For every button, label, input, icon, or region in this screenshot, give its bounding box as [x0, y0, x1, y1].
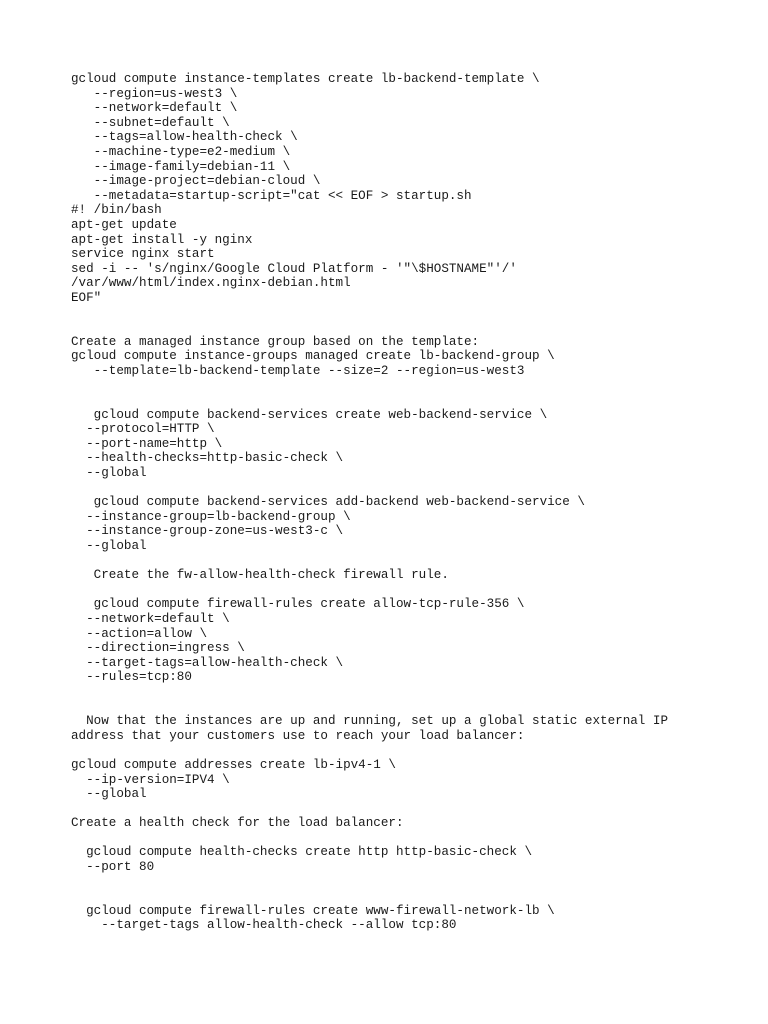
code-line: gcloud compute instance-templates create lb-backend-template \ [71, 72, 540, 86]
code-line: gcloud compute firewall-rules create www-firewall-network-lb \ [71, 903, 555, 918]
code-line: --target-tags=allow-health-check \ [71, 655, 344, 670]
code-line [71, 831, 751, 846]
code-line: gcloud compute firewall-rules create allow-tcp-rule-356 \ [71, 597, 525, 612]
code-line: #! /bin/bash [71, 203, 162, 218]
code-line: Create the fw-allow-health-check firewall rule. [71, 568, 449, 583]
code-line: --template=lb-backend-template --size=2 --region=us-west3 [71, 363, 525, 378]
code-line: --tags=allow-health-check \ [71, 130, 298, 145]
code-line: Create a managed instance group based on the template: [71, 334, 480, 349]
code-line: --metadata=startup-script="cat << EOF > startup.sh [71, 188, 472, 203]
code-line: --global [71, 787, 147, 802]
code-line: gcloud compute instance-groups managed create lb-backend-group \ [71, 349, 555, 364]
code-line: --image-project=debian-cloud \ [71, 174, 321, 189]
code-line [71, 685, 751, 700]
code-line: gcloud compute backend-services create web-backend-service \ [71, 407, 548, 422]
code-line: sed -i -- 's/nginx/Google Cloud Platform - '"\$HOSTNAME"'/' [71, 261, 517, 276]
code-line: gcloud compute addresses create lb-ipv4-1 \ [71, 757, 396, 772]
code-line [71, 320, 751, 335]
code-line: --rules=tcp:80 [71, 670, 192, 685]
code-line: Create a health check for the load balancer: [71, 816, 404, 831]
code-line: gcloud compute backend-services add-backend web-backend-service \ [71, 495, 585, 510]
code-line [71, 393, 751, 408]
code-line: --port-name=http \ [71, 436, 223, 451]
code-line: --global [71, 466, 147, 481]
code-line: --network=default \ [71, 101, 238, 116]
code-line: EOF" [71, 290, 102, 305]
code-line: --image-family=debian-11 \ [71, 159, 291, 174]
code-line [71, 875, 751, 890]
code-line [71, 583, 751, 598]
code-line: apt-get update [71, 217, 177, 232]
code-line: --action=allow \ [71, 626, 208, 641]
code-line: service nginx start [71, 247, 215, 262]
code-line [71, 481, 751, 496]
code-line: --port 80 [71, 860, 155, 875]
code-line: --subnet=default \ [71, 115, 230, 130]
code-line: --region=us-west3 \ [71, 86, 238, 101]
code-line: --machine-type=e2-medium \ [71, 144, 291, 159]
code-line: --instance-group-zone=us-west3-c \ [71, 524, 344, 539]
code-line: --direction=ingress \ [71, 641, 245, 656]
code-line [71, 802, 751, 817]
code-line: --ip-version=IPV4 \ [71, 772, 230, 787]
code-line: address that your customers use to reach your load balancer: [71, 728, 525, 743]
code-line: Now that the instances are up and running, set up a global static external IP [71, 714, 669, 729]
code-line: --target-tags allow-health-check --allow tcp:80 [71, 918, 457, 933]
code-line: --instance-group=lb-backend-group \ [71, 509, 351, 524]
code-line [71, 378, 751, 393]
code-line [71, 889, 751, 904]
code-line: apt-get install -y nginx [71, 232, 253, 247]
code-line: --network=default \ [71, 611, 230, 626]
code-line [71, 554, 751, 569]
document-page [71, 72, 751, 933]
code-line: --health-checks=http-basic-check \ [71, 451, 344, 466]
code-line: --protocol=HTTP \ [71, 422, 215, 437]
code-line: gcloud compute health-checks create http http-basic-check \ [71, 845, 533, 860]
code-line [71, 743, 751, 758]
code-line: /var/www/html/index.nginx-debian.html [71, 276, 351, 291]
code-line [71, 700, 751, 715]
code-line [71, 306, 751, 321]
code-line: --global [71, 539, 147, 553]
